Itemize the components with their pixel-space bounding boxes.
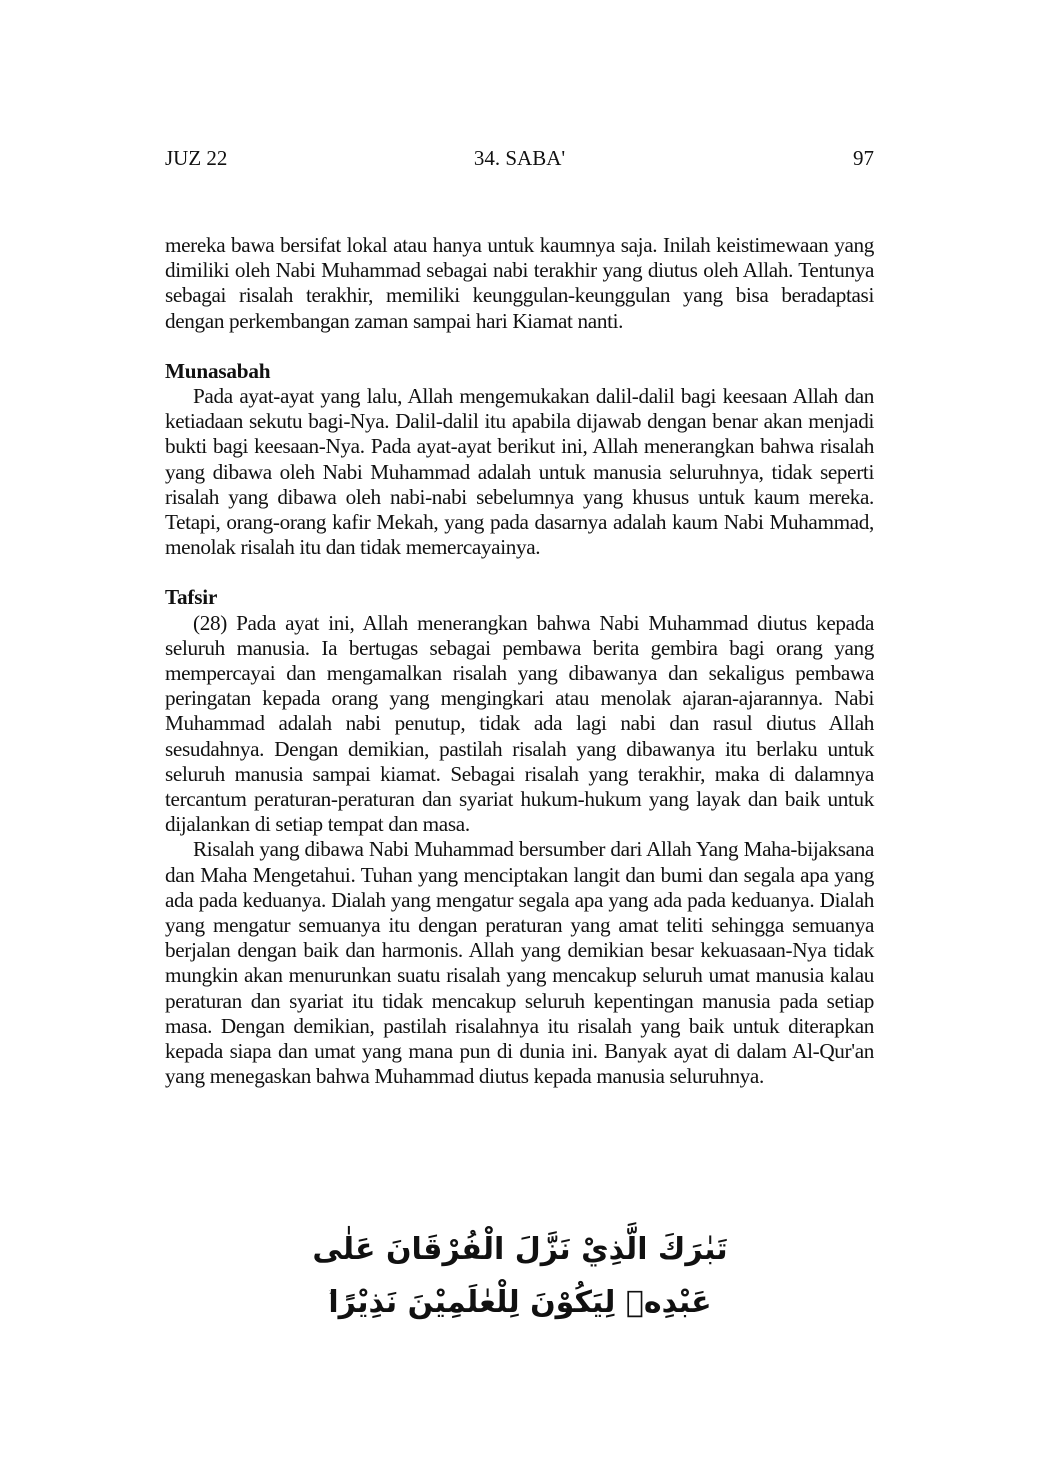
tafsir-paragraph-2: Risalah yang dibawa Nabi Muhammad bersumber dari Allah Yang Maha-bijaksana dan Maha Mengetahui. Tuhan yang menciptakan langit dan bumi dan segala apa yang ada pada keduanya. Dialah yang mengatur segala apa yang ada pada keduanya. Dialah yang mengatur semuanya itu dengan peraturan yang amat teliti sehingga semuanya berjalan dengan baik dan harmonis. Allah yang demikian besar kekuasaan-Nya tidak mungkin akan menurunkan suatu risalah yang mencakup seluruh umat manusia kalau peraturan dan syariat itu tidak mencakup seluruh kepentingan manusia pada setiap masa. Dengan demikian, pastilah risalahnya itu risalah yang baik untuk diterapkan kepada siapa dan umat yang mana pun di dunia ini. Banyak ayat di dalam Al-Qur'an yang menegaskan bahwa Muhammad diutus kepada manusia seluruhnya.: [165, 837, 874, 1089]
intro-paragraph: mereka bawa bersifat lokal atau hanya untuk kaumnya saja. Inilah keistimewaan yang dimiliki oleh Nabi Muhammad sebagai nabi terakhir yang diutus oleh Allah. Tentunya sebagai risalah terakhir, memiliki keunggulan-keunggulan yang bisa beradaptasi dengan perkembangan zaman sampai hari Kiamat nanti.: [165, 233, 874, 333]
verse-arabic-text: تَبٰرَكَ الَّذِيْ نَزَّلَ الْفُرْقَانَ عَلٰى عَبْدِهٖ لِيَكُوْنَ لِلْعٰلَمِيْنَ نَذِيْرًا: [312, 1232, 728, 1320]
juz-label: JUZ 22: [165, 146, 228, 170]
running-header: [165, 144, 874, 172]
quran-verse: [275, 1226, 765, 1327]
surah-title: 34. SABA': [473, 146, 566, 170]
section-spacer: [165, 334, 874, 359]
page-body: [165, 233, 874, 1090]
page-number: 97: [853, 146, 874, 170]
tafsir-heading: Tafsir: [165, 585, 218, 610]
tafsir-paragraph-1: (28) Pada ayat ini, Allah menerangkan bahwa Nabi Muhammad diutus kepada seluruh manusia. Ia bertugas sebagai pembawa berita gembira bagi orang yang mempercayai dan mengamalkan risalah yang dibawanya dan sekaligus pembawa peringatan kepada orang yang mengingkari atau menolak ajaran-ajarannya. Nabi Muhammad adalah nabi penutup, tidak ada lagi nabi dan rasul diutus Allah sesudahnya. Dengan demikian, pastilah risalah yang dibawanya itu berlaku untuk seluruh manusia sampai kiamat. Sebagai risalah yang terakhir, maka di dalamnya tercantum peraturan-peraturan dan syariat hukum-hukum yang layak dan baik untuk dijalankan di setiap tempat dan masa.: [165, 610, 874, 837]
munasabah-heading: Munasabah: [165, 358, 271, 383]
munasabah-paragraph: Pada ayat-ayat yang lalu, Allah mengemukakan dalil-dalil bagi keesaan Allah dan ketiadaan sekutu bagi-Nya. Dalil-dalil itu apabila dijawab dengan benar akan menjadi bukti bagi keesaan-Nya. Pada ayat-ayat berikut ini, Allah menerangkan bahwa risalah yang dibawa oleh Nabi Muhammad adalah untuk manusia seluruhnya, tidak seperti risalah yang dibawa oleh nabi-nabi sebelumnya yang khusus untuk kaum mereka. Tetapi, orang-orang kafir Mekah, yang pada dasarnya adalah kaum Nabi Muhammad, menolak risalah itu dan tidak memercayainya.: [165, 384, 874, 560]
section-spacer: [165, 560, 874, 585]
